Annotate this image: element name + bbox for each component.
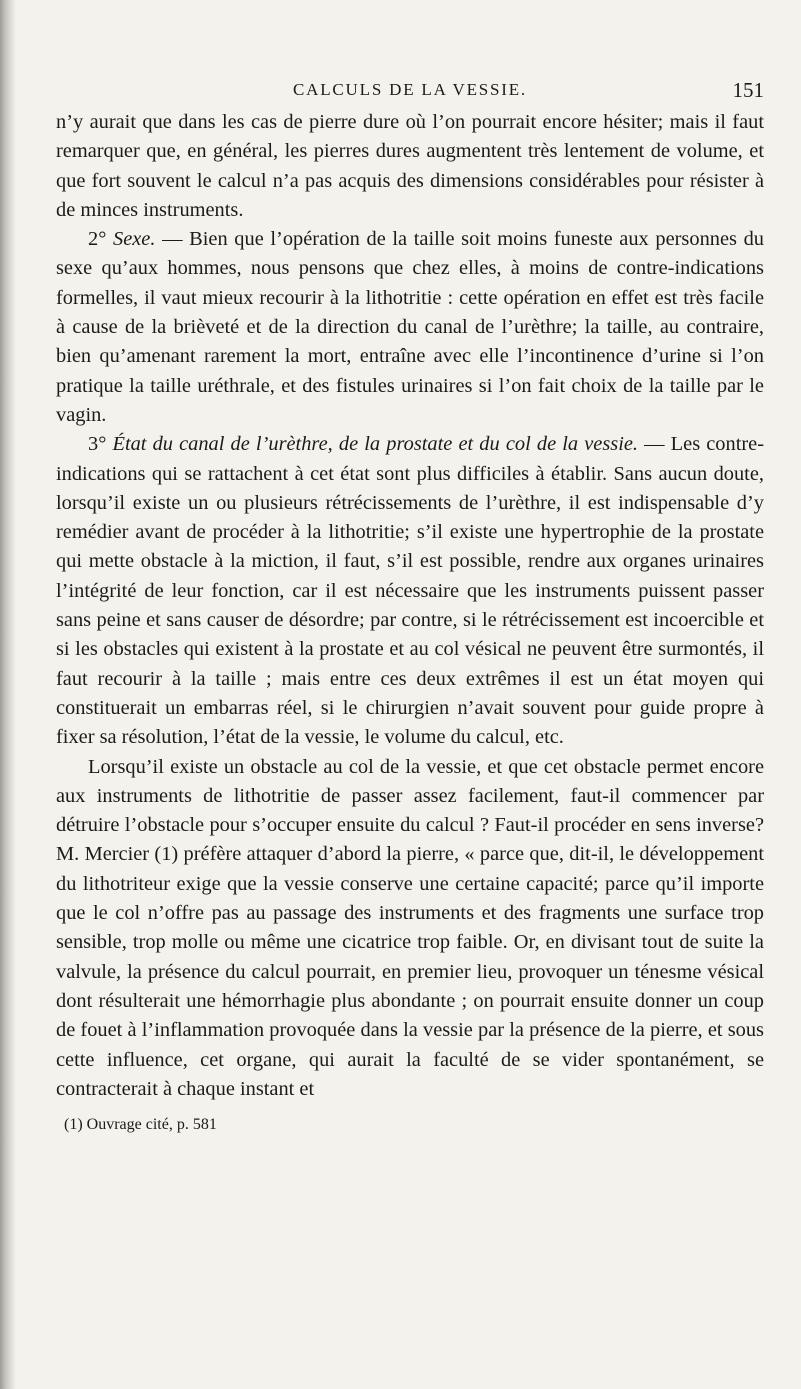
paragraph-text: n’y aurait que dans les cas de pierre dure où l’on pourrait encore hésiter; mais il faut remarquer que, en général, les pierres dures augmentent très lentement de volume, et que fort souvent le calcul n’a pas acquis des dimensions considérables pour résister à de minces instruments. [56, 111, 764, 221]
section-title: État du canal de l’urèthre, de la prostate et du col de la vessie. [112, 433, 639, 456]
paragraph [56, 108, 764, 225]
section-number: 2° [88, 228, 113, 251]
paragraph-text: Lorsqu’il existe un obstacle au col de la vessie, et que cet obstacle permet encore aux instruments de lithotritie de passer assez facilement, faut-il commencer par détruire l’obstacle pour s’occuper ensuite du calcul ? Faut-il procéder en sens inverse? M. Mercier (1) préfère attaquer d’abord la pierre, « parce que, dit-il, le développement du lithotriteur exige que la vessie conserve une certaine capacité; parce qu’il importe que le col n’offre pas au passage des instruments et des fragments une surface trop sensible, trop molle ou même une cicatrice trop faible. Or, en divisant tout de suite la valvule, la présence du calcul pourrait, en premier lieu, provoquer un ténesme vésical dont résulterait une hémorrhagie plus abondante ; on pourrait ensuite donner un coup de fouet à l’inflammation provoquée dans la vessie par la présence de la pierre, et sous cette influence, cet organe, qui aurait la faculté de se vider spontanément, se contracterait à chaque instant et [56, 755, 764, 1100]
paragraph-text: — Bien que l’opération de la taille soit moins funeste aux personnes du sexe qu’aux hommes, nous pensons que chez elles, à moins de contre-indications formelles, il vaut mieux recourir à la lithotritie : cette opération en effet est très facile à cause de la brièveté et de la direction du canal de l’urèthre; la taille, au contraire, bien qu’amenant rarement la mort, entraîne avec elle l’incontinence d’urine si l’on pratique la taille uréthrale, et des fistules urinaires si l’on fait choix de la taille par le vagin. [56, 228, 764, 426]
page-edge-shadow [0, 0, 16, 1389]
section-title: Sexe. [113, 228, 156, 251]
paragraph [56, 225, 764, 430]
paragraph-text: — Les contre-indications qui se rattachent à cet état sont plus difficiles à établir. Sans aucun doute, lorsqu’il existe un ou plusieurs rétrécissements de l’urèthre, il est indispensable d’y remédier avant de procéder à la lithotritie; s’il existe une hypertrophie de la prostate qui mette obstacle à la miction, il faut, s’il est possible, rendre aux organes urinaires l’intégrité de leur fonction, car il est nécessaire que les instruments puissent passer sans peine et sans causer de désordre; par contre, si le rétrécissement est incoercible et si les obstacles qui existent à la prostate et au col vésical ne peuvent être surmontés, il faut recourir à la taille ; mais entre ces deux extrêmes il est un état moyen qui constituerait un embarras réel, si le chirurgien n’avait souvent pour guide propre à fixer sa résolution, l’état de la vessie, le volume du calcul, etc. [56, 433, 764, 749]
footnote: (1) Ouvrage cité, p. 581 [64, 1116, 217, 1134]
body-text [56, 108, 764, 1104]
page-number: 151 [732, 78, 764, 102]
running-title: CALCULS DE LA VESSIE. [293, 80, 527, 99]
paragraph [56, 753, 764, 1105]
paragraph [56, 430, 764, 752]
book-page [56, 78, 764, 1136]
running-head [56, 78, 764, 108]
section-number: 3° [88, 433, 113, 456]
